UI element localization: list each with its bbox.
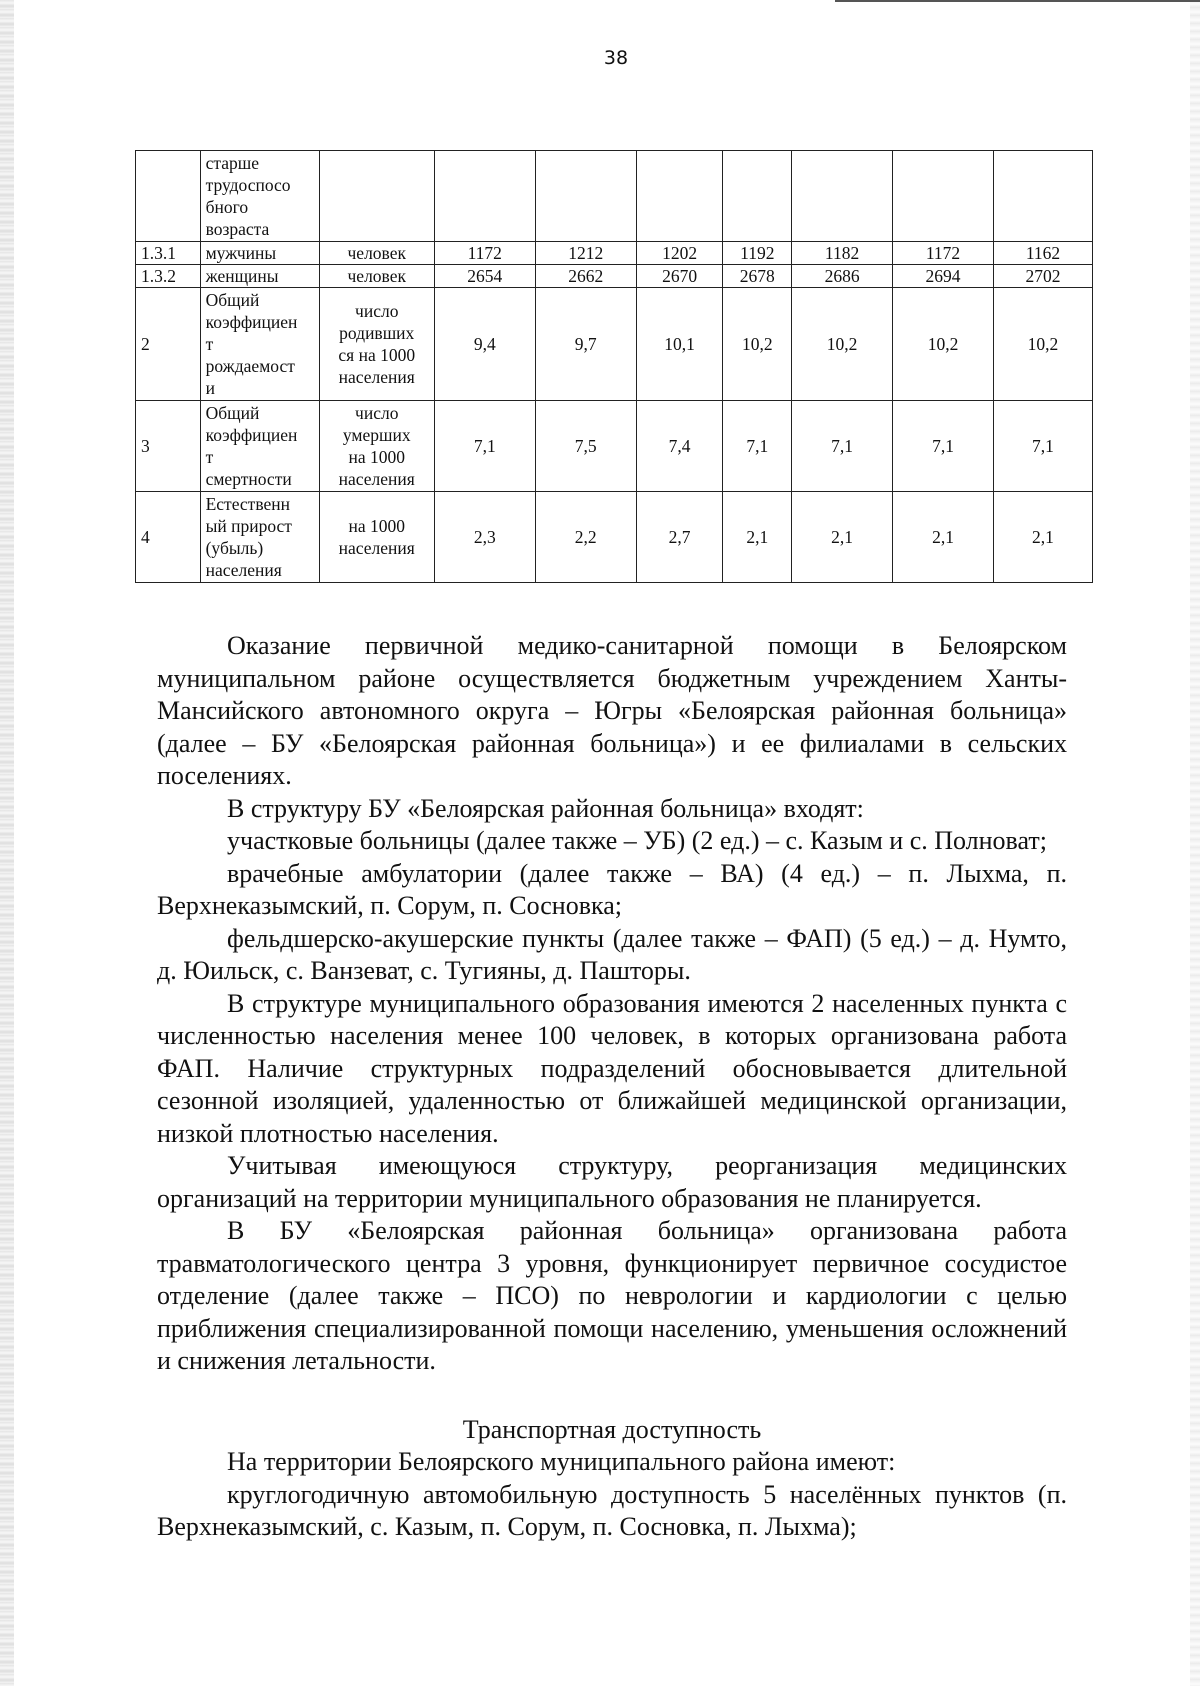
unit-line: на 1000 — [348, 516, 405, 536]
value-cell: 1212 — [535, 242, 636, 265]
value-cell: 9,7 — [535, 288, 636, 401]
indicator-name-line: мужчины — [205, 242, 277, 263]
unit-line: человек — [347, 265, 406, 286]
indicator-name-line: бного — [205, 197, 249, 217]
unit-cell — [319, 265, 434, 288]
section-paragraph: круглогодичную автомобильную доступность 5 населённых пунктов (п. Верхнеказымский, с. Казым, п. Сорум, п. Сосновка, п. Лыхма); — [157, 1479, 1067, 1541]
indicator-name-line: т — [205, 447, 214, 467]
indicator-name — [200, 492, 319, 583]
body-paragraph: участковые больницы (далее также – УБ) (2 ед.) – с. Казым и с. Полноват; — [227, 826, 1047, 855]
value-cell: 2,3 — [434, 492, 535, 583]
scan-edge-left — [0, 0, 14, 1686]
table-row — [136, 151, 1093, 242]
value-cell: 2,1 — [993, 492, 1092, 583]
value-cell: 7,1 — [993, 401, 1092, 492]
value-cell: 2,1 — [792, 492, 893, 583]
value-cell: 2670 — [636, 265, 723, 288]
value-cell — [535, 151, 636, 242]
value-cell: 10,2 — [893, 288, 994, 401]
body-paragraph: В БУ «Белоярская районная больница» организована работа травматологического центра 3 уровня, функционирует первичное сосудистое отделение (далее также – ПСО) по неврологии и кардиологии с целью приближения специализированной помощи населению, уменьшения осложнений и снижения летальности. — [157, 1216, 1067, 1375]
value-cell: 2694 — [893, 265, 994, 288]
value-cell: 10,2 — [792, 288, 893, 401]
row-index: 3 — [136, 401, 201, 492]
body-paragraph: врачебные амбулатории (далее также – ВА) (4 ед.) – п. Лыхма, п. Верхнеказымский, п. Сорум, п. Сосновка; — [157, 858, 1067, 920]
unit-line: населения — [338, 469, 415, 489]
value-cell: 7,4 — [636, 401, 723, 492]
indicator-name-line: рождаемост — [205, 356, 295, 376]
indicator-name-line: коэффициен — [205, 312, 298, 332]
indicator-name — [200, 288, 319, 401]
unit-line: человек — [347, 242, 406, 263]
row-index — [136, 151, 201, 242]
scan-edge-right — [1190, 0, 1200, 1686]
row-index: 1.3.1 — [136, 242, 201, 265]
value-cell: 1172 — [893, 242, 994, 265]
value-cell: 7,1 — [893, 401, 994, 492]
table-row — [136, 492, 1093, 583]
unit-line: на 1000 — [348, 447, 405, 467]
indicator-name-line: женщины — [205, 265, 279, 286]
unit-line: населения — [338, 367, 415, 387]
scan-line-top — [835, 0, 1200, 2]
value-cell: 10,2 — [993, 288, 1092, 401]
table-row — [136, 265, 1093, 288]
indicator-name-line: т — [205, 334, 214, 354]
unit-cell — [319, 242, 434, 265]
indicator-name-line: смертности — [205, 469, 292, 489]
value-cell — [723, 151, 792, 242]
value-cell: 1162 — [993, 242, 1092, 265]
indicator-name-line: Общий — [205, 290, 260, 310]
indicator-name-line: старше — [205, 153, 259, 173]
value-cell: 7,1 — [792, 401, 893, 492]
table-row — [136, 401, 1093, 492]
indicator-name-line: Общий — [205, 403, 260, 423]
unit-line: родивших — [339, 323, 415, 343]
value-cell: 2,1 — [723, 492, 792, 583]
indicator-name — [200, 151, 319, 242]
section-paragraph-list — [157, 1446, 1067, 1544]
value-cell — [792, 151, 893, 242]
page-number: 38 — [603, 47, 629, 69]
row-index: 4 — [136, 492, 201, 583]
value-cell: 9,4 — [434, 288, 535, 401]
unit-cell — [319, 492, 434, 583]
body-paragraph: фельдшерско-акушерские пункты (далее также – ФАП) (5 ед.) – д. Нумто, д. Юильск, с. Ванзеват, с. Тугияны, д. Пашторы. — [157, 923, 1067, 985]
value-cell: 1202 — [636, 242, 723, 265]
body-paragraph: Оказание первичной медико-санитарной помощи в Белоярском муниципальном районе осуществляется бюджетным учреждением Ханты-Мансийского автономного округа – Югры «Белоярская районная больница» (далее – БУ «Белоярская районная больница») и ее филиалами в сельских поселениях. — [157, 631, 1067, 790]
value-cell: 7,1 — [723, 401, 792, 492]
indicator-name-line: населения — [205, 560, 282, 580]
indicator-name-line: ый прирост — [205, 516, 292, 536]
value-cell — [893, 151, 994, 242]
paragraph-list — [157, 630, 1067, 1378]
value-cell: 2654 — [434, 265, 535, 288]
section-title: Транспортная доступность — [462, 1414, 762, 1444]
indicator-name-line: и — [205, 378, 215, 398]
indicator-name-line: (убыль) — [205, 538, 264, 558]
value-cell: 2,2 — [535, 492, 636, 583]
row-index: 1.3.2 — [136, 265, 201, 288]
value-cell: 10,2 — [723, 288, 792, 401]
row-index: 2 — [136, 288, 201, 401]
indicator-name-line: возраста — [205, 219, 270, 239]
value-cell: 2678 — [723, 265, 792, 288]
value-cell: 2662 — [535, 265, 636, 288]
body-paragraph: Учитывая имеющуюся структуру, реорганизация медицинских организаций на территории муниципального образования не планируется. — [157, 1151, 1067, 1213]
document-body — [157, 630, 1067, 1544]
value-cell: 2,1 — [893, 492, 994, 583]
section-paragraph: На территории Белоярского муниципального района имеют: — [227, 1447, 896, 1476]
unit-line: ся на 1000 — [338, 345, 416, 365]
value-cell: 7,5 — [535, 401, 636, 492]
table-body — [136, 151, 1093, 583]
indicator-name-line: коэффициен — [205, 425, 298, 445]
value-cell — [434, 151, 535, 242]
body-paragraph: В структуре муниципального образования имеются 2 населенных пункта с численностью населения менее 100 человек, в которых организована работа ФАП. Наличие структурных подразделений обосновывается длительной сезонной изоляцией, удаленностью от ближайшей медицинской организации, низкой плотностью населения. — [157, 988, 1067, 1148]
indicator-name — [200, 265, 319, 288]
table-row — [136, 288, 1093, 401]
unit-cell — [319, 401, 434, 492]
indicator-name-line: Естественн — [205, 494, 290, 514]
value-cell: 10,1 — [636, 288, 723, 401]
unit-line: умерших — [342, 425, 411, 445]
value-cell: 2702 — [993, 265, 1092, 288]
value-cell — [993, 151, 1092, 242]
indicator-name-line: трудоспосо — [205, 175, 291, 195]
table-row — [136, 242, 1093, 265]
value-cell: 1182 — [792, 242, 893, 265]
statistics-table — [135, 150, 1093, 583]
indicator-name — [200, 401, 319, 492]
value-cell: 1192 — [723, 242, 792, 265]
unit-line: число — [355, 301, 399, 321]
value-cell: 7,1 — [434, 401, 535, 492]
body-paragraph: В структуру БУ «Белоярская районная больница» входят: — [227, 793, 864, 823]
unit-line: число — [355, 403, 399, 423]
indicator-name — [200, 242, 319, 265]
value-cell: 2686 — [792, 265, 893, 288]
unit-line: населения — [338, 538, 415, 558]
value-cell — [636, 151, 723, 242]
value-cell: 1172 — [434, 242, 535, 265]
unit-cell — [319, 288, 434, 401]
unit-cell — [319, 151, 434, 242]
value-cell: 2,7 — [636, 492, 723, 583]
